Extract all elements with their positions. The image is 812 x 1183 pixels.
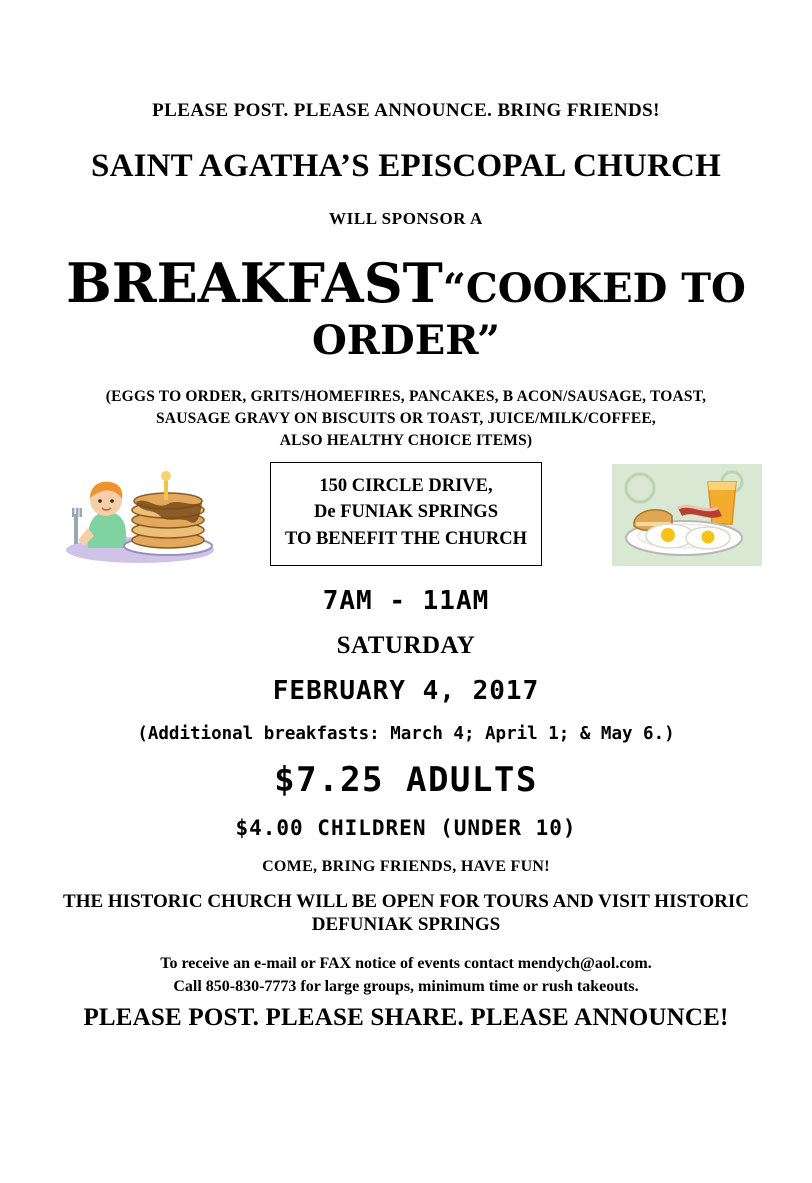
event-date: FEBRUARY 4, 2017 <box>272 675 540 706</box>
come-bring-friends: COME, BRING FRIENDS, HAVE FUN! <box>262 857 550 875</box>
address-and-art-row <box>40 462 772 570</box>
address-box <box>270 462 542 566</box>
address-line-2: De FUNIAK SPRINGS <box>314 502 498 523</box>
price-children: $4.00 CHILDREN (UNDER 10) <box>235 815 577 840</box>
contact-line-2: Call 850-830-7773 for large groups, minimum time or rush takeouts. <box>173 977 639 995</box>
historic-line-2: DEFUNIAK SPRINGS <box>311 914 501 936</box>
church-name-title: SAINT AGATHA’S EPISCOPAL CHURCH <box>91 148 721 184</box>
will-sponsor-line: WILL SPONSOR A <box>329 209 483 228</box>
historic-line-1: THE HISTORIC CHURCH WILL BE OPEN FOR TOURS AND VISIT HISTORIC <box>63 890 749 912</box>
headline-order: ORDER <box>311 316 478 364</box>
event-time: 7AM - 11AM <box>322 585 490 616</box>
menu-items-block <box>40 386 772 452</box>
final-call-to-action: PLEASE POST. PLEASE SHARE. PLEASE ANNOUNCE! <box>83 1003 729 1031</box>
headline-quote-close: ” <box>477 316 501 364</box>
headline-quote-open: “ <box>442 265 466 312</box>
headline-block <box>40 251 772 366</box>
menu-line-3: ALSO HEALTHY CHOICE ITEMS) <box>279 431 533 449</box>
boy-with-pancakes-icon <box>60 464 220 566</box>
headline-cooked-to: COOKED TO <box>465 265 746 312</box>
headline-second-line <box>40 317 772 366</box>
flyer-page <box>0 100 812 1183</box>
contact-line-1: To receive an e-mail or FAX notice of events contact mendych@aol.com. <box>160 955 652 973</box>
contact-block <box>40 953 772 998</box>
address-line-3: TO BENEFIT THE CHURCH <box>284 529 528 550</box>
breakfast-plate-icon <box>612 464 762 566</box>
address-line-1: 150 CIRCLE DRIVE, <box>319 475 493 496</box>
additional-dates: (Additional breakfasts: March 4; April 1; & May 6.) <box>137 723 675 744</box>
menu-line-2: SAUSAGE GRAVY ON BISCUITS OR TOAST, JUICE/MILK/COFFEE, <box>155 409 657 427</box>
headline-breakfast: BREAKFAST <box>66 251 443 315</box>
historic-church-note <box>40 890 772 938</box>
headline-first-line <box>40 251 772 317</box>
price-adults: $7.25 ADULTS <box>274 759 538 800</box>
menu-line-1: (EGGS TO ORDER, GRITS/HOMEFIRES, PANCAKES, B ACON/SAUSAGE, TOAST, <box>105 387 707 405</box>
post-announce-header: PLEASE POST. PLEASE ANNOUNCE. BRING FRIENDS! <box>152 100 660 121</box>
event-day: SATURDAY <box>336 631 476 659</box>
